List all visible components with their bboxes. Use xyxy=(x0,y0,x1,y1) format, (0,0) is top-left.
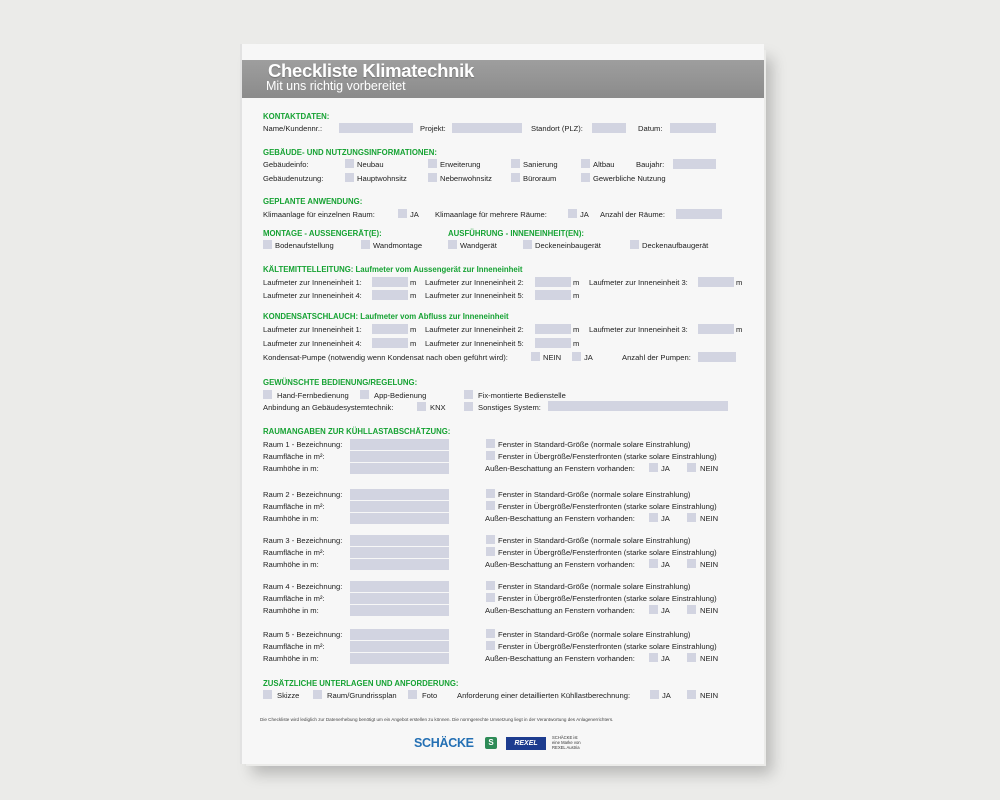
checkbox-einzelner-raum[interactable] xyxy=(398,209,407,218)
field-name[interactable] xyxy=(339,123,413,133)
label-raum-bezeichnung: Raum 5 - Bezeichnung: xyxy=(263,630,343,639)
label-beschattung-ja: JA xyxy=(661,606,670,615)
field-raumhoehe[interactable] xyxy=(350,559,449,570)
checkbox-fenster-uebergross[interactable] xyxy=(486,593,495,602)
unit-kaelte-1: m xyxy=(410,278,417,287)
label-fenster-standard: Fenster in Standard-Größe (normale solare Einstrahlung) xyxy=(498,490,691,499)
label-kaelte-3: Laufmeter zur Inneneinheit 3: xyxy=(589,278,688,287)
label-raumflaeche: Raumfläche in m²: xyxy=(263,452,325,461)
field-raumflaeche[interactable] xyxy=(350,451,449,462)
field-raum-bezeichnung[interactable] xyxy=(350,629,449,640)
field-raumflaeche[interactable] xyxy=(350,593,449,604)
label-anbindung: Anbindung an Gebäudesystemtechnik: xyxy=(263,403,394,412)
unit-kond-3: m xyxy=(736,325,743,334)
label-kuehllast-nein: NEIN xyxy=(700,691,719,700)
label-altbau: Altbau xyxy=(593,160,615,169)
label-beschattung-nein: NEIN xyxy=(700,464,719,473)
label-datum: Datum: xyxy=(638,124,663,133)
checkbox-deckenaufbau[interactable] xyxy=(630,240,639,249)
schaecke-logo: SCHÄCKE xyxy=(414,736,474,750)
checkbox-beschattung-nein[interactable] xyxy=(687,605,696,614)
label-fenster-standard: Fenster in Standard-Größe (normale solare Einstrahlung) xyxy=(498,582,691,591)
unit-kaelte-3: m xyxy=(736,278,743,287)
page-title: Checkliste Klimatechnik xyxy=(268,60,474,81)
checkbox-pumpe-ja[interactable] xyxy=(572,352,581,361)
checkbox-fenster-uebergross[interactable] xyxy=(486,547,495,556)
label-kaelte-4: Laufmeter zur Inneneinheit 4: xyxy=(263,291,362,300)
label-name: Name/Kundennr.: xyxy=(263,124,323,133)
field-standort[interactable] xyxy=(592,123,626,133)
label-beschattung-ja: JA xyxy=(661,654,670,663)
checkbox-fenster-standard[interactable] xyxy=(486,535,495,544)
label-raumhoehe: Raumhöhe in m: xyxy=(263,606,319,615)
label-fenster-standard: Fenster in Standard-Größe (normale solare Einstrahlung) xyxy=(498,536,691,545)
checkbox-fenster-standard[interactable] xyxy=(486,489,495,498)
unit-kond-1: m xyxy=(410,325,417,334)
unit-kaelte-2: m xyxy=(573,278,580,287)
label-bueroraum: Büroraum xyxy=(523,174,557,183)
label-raumflaeche: Raumfläche in m²: xyxy=(263,502,325,511)
checkbox-beschattung-ja[interactable] xyxy=(649,653,658,662)
label-skizze: Skizze xyxy=(277,691,300,700)
label-kond-2: Laufmeter zur Inneneinheit 2: xyxy=(425,325,524,334)
unit-kond-5: m xyxy=(573,339,580,348)
field-kaelte-4[interactable] xyxy=(372,290,408,300)
label-hauptwohnsitz: Hauptwohnsitz xyxy=(357,174,407,183)
field-raum-bezeichnung[interactable] xyxy=(350,581,449,592)
checkbox-beschattung-nein[interactable] xyxy=(687,559,696,568)
schaecke-logo-icon: S xyxy=(485,737,497,749)
section-bedienung: GEWÜNSCHTE BEDIENUNG/REGELUNG: xyxy=(263,378,418,387)
label-fenster-uebergross: Fenster in Übergröße/Fensterfronten (starke solare Einstrahlung) xyxy=(498,502,717,511)
label-standort: Standort (PLZ): xyxy=(531,124,583,133)
label-raumflaeche: Raumfläche in m²: xyxy=(263,594,325,603)
label-bodenaufstellung: Bodenaufstellung xyxy=(275,241,334,250)
label-raumhoehe: Raumhöhe in m: xyxy=(263,654,319,663)
footer-note: Die Checkliste wird lediglich zur Datenerhebung benötigt um ein Angebot erstellen zu können. Die normgerechte Umsetzung liegt in der Verantwortung des Anlagenerrichters. xyxy=(260,717,614,722)
checkbox-kuehllast-nein[interactable] xyxy=(687,690,696,699)
checkbox-hand-fernbedienung[interactable] xyxy=(263,390,272,399)
field-raumhoehe[interactable] xyxy=(350,513,449,524)
checkbox-deckeneinbau[interactable] xyxy=(523,240,532,249)
checkbox-wandmontage[interactable] xyxy=(361,240,370,249)
field-raum-bezeichnung[interactable] xyxy=(350,535,449,546)
checkbox-mehrere-raeume[interactable] xyxy=(568,209,577,218)
checkbox-skizze[interactable] xyxy=(263,690,272,699)
checkbox-knx[interactable] xyxy=(417,402,426,411)
label-neubau: Neubau xyxy=(357,160,384,169)
label-sonstiges: Sonstiges System: xyxy=(478,403,541,412)
label-beschattung: Außen-Beschattung an Fenstern vorhanden: xyxy=(485,560,635,569)
label-beschattung-nein: NEIN xyxy=(700,654,719,663)
label-fix-bedienstelle: Fix-montierte Bedienstelle xyxy=(478,391,566,400)
checkbox-wandgeraet[interactable] xyxy=(448,240,457,249)
brand-note xyxy=(552,735,581,750)
section-ausfuehrung: AUSFÜHRUNG - INNENEINHEIT(EN): xyxy=(448,229,585,238)
field-raumflaeche[interactable] xyxy=(350,501,449,512)
label-mehrere-raeume: Klimaanlage für mehrere Räume: xyxy=(435,210,547,219)
checkbox-fenster-uebergross[interactable] xyxy=(486,641,495,650)
label-anzahl-pumpen: Anzahl der Pumpen: xyxy=(622,353,691,362)
label-raum-bezeichnung: Raum 4 - Bezeichnung: xyxy=(263,582,343,591)
checkbox-app-bedienung[interactable] xyxy=(360,390,369,399)
checkbox-sanierung[interactable] xyxy=(511,159,520,168)
label-raumhoehe: Raumhöhe in m: xyxy=(263,560,319,569)
checkbox-hauptwohnsitz[interactable] xyxy=(345,173,354,182)
checklist-sheet xyxy=(240,44,764,764)
section-montage: MONTAGE - AUSSENGERÄT(E): xyxy=(263,229,382,238)
checkbox-fenster-uebergross[interactable] xyxy=(486,501,495,510)
checkbox-neubau[interactable] xyxy=(345,159,354,168)
checkbox-sonstiges[interactable] xyxy=(464,402,473,411)
label-kaelte-5: Laufmeter zur Inneneinheit 5: xyxy=(425,291,524,300)
brand-note-line: SCHÄCKE ist xyxy=(552,735,578,740)
label-kaelte-2: Laufmeter zur Inneneinheit 2: xyxy=(425,278,524,287)
checkbox-fenster-standard[interactable] xyxy=(486,581,495,590)
field-raumflaeche[interactable] xyxy=(350,547,449,558)
label-baujahr: Baujahr: xyxy=(636,160,665,169)
checkbox-beschattung-ja[interactable] xyxy=(649,559,658,568)
label-foto: Foto xyxy=(422,691,438,700)
section-kondensat: KONDENSATSCHLAUCH: Laufmeter vom Abfluss zur Inneneinheit xyxy=(263,312,509,321)
field-kaelte-1[interactable] xyxy=(372,277,408,287)
field-kond-5[interactable] xyxy=(535,338,571,348)
field-raumhoehe[interactable] xyxy=(350,653,449,664)
field-anzahl-raeume[interactable] xyxy=(676,209,722,219)
section-zusatz: ZUSÄTZLICHE UNTERLAGEN UND ANFORDERUNG: xyxy=(263,679,459,688)
label-app-bedienung: App-Bedienung xyxy=(374,391,427,400)
label-hand-fernbedienung: Hand-Fernbedienung xyxy=(277,391,349,400)
label-beschattung-ja: JA xyxy=(661,560,670,569)
label-kuehllast-ja: JA xyxy=(662,691,671,700)
label-gebaeudeinfo: Gebäudeinfo: xyxy=(263,160,309,169)
label-fenster-uebergross: Fenster in Übergröße/Fensterfronten (starke solare Einstrahlung) xyxy=(498,594,717,603)
checkbox-foto[interactable] xyxy=(408,690,417,699)
label-erweiterung: Erweiterung xyxy=(440,160,481,169)
brand-note-line: REXEL Austria xyxy=(552,745,580,750)
unit-kaelte-5: m xyxy=(573,291,580,300)
label-pumpe-ja: JA xyxy=(584,353,593,362)
label-kond-1: Laufmeter zur Inneneinheit 1: xyxy=(263,325,362,334)
label-gewerblich: Gewerbliche Nutzung xyxy=(593,174,666,183)
label-pumpe-nein: NEIN xyxy=(543,353,562,362)
label-wandgeraet: Wandgerät xyxy=(460,241,497,250)
unit-kaelte-4: m xyxy=(410,291,417,300)
brand-note-line: eine Marke von xyxy=(552,740,581,745)
checkbox-gewerblich[interactable] xyxy=(581,173,590,182)
section-kaeltemittel: KÄLTEMITTELLEITUNG: Laufmeter vom Aussengerät zur Inneneinheit xyxy=(263,265,523,274)
field-kaelte-3[interactable] xyxy=(698,277,734,287)
label-kond-4: Laufmeter zur Inneneinheit 4: xyxy=(263,339,362,348)
field-sonstiges-system[interactable] xyxy=(548,401,728,411)
field-kond-1[interactable] xyxy=(372,324,408,334)
label-raum-bezeichnung: Raum 2 - Bezeichnung: xyxy=(263,490,343,499)
section-raumangaben: RAUMANGABEN ZUR KÜHLLASTABSCHÄTZUNG: xyxy=(263,427,451,436)
page-subtitle: Mit uns richtig vorbereitet xyxy=(266,79,406,93)
field-raumhoehe[interactable] xyxy=(350,605,449,616)
label-raumhoehe: Raumhöhe in m: xyxy=(263,464,319,473)
unit-kond-2: m xyxy=(573,325,580,334)
label-ja-mehrere: JA xyxy=(580,210,589,219)
checkbox-nebenwohnsitz[interactable] xyxy=(428,173,437,182)
label-beschattung-ja: JA xyxy=(661,514,670,523)
label-fenster-uebergross: Fenster in Übergröße/Fensterfronten (starke solare Einstrahlung) xyxy=(498,548,717,557)
label-projekt: Projekt: xyxy=(420,124,446,133)
label-beschattung: Außen-Beschattung an Fenstern vorhanden: xyxy=(485,654,635,663)
label-wandmontage: Wandmontage xyxy=(373,241,423,250)
field-raumflaeche[interactable] xyxy=(350,641,449,652)
label-grundrissplan: Raum/Grundrissplan xyxy=(327,691,397,700)
label-beschattung: Außen-Beschattung an Fenstern vorhanden: xyxy=(485,606,635,615)
label-raumflaeche: Raumfläche in m²: xyxy=(263,548,325,557)
label-beschattung-ja: JA xyxy=(661,464,670,473)
field-anzahl-pumpen[interactable] xyxy=(698,352,736,362)
label-raum-bezeichnung: Raum 3 - Bezeichnung: xyxy=(263,536,343,545)
field-kond-2[interactable] xyxy=(535,324,571,334)
field-projekt[interactable] xyxy=(452,123,522,133)
label-beschattung-nein: NEIN xyxy=(700,606,719,615)
label-beschattung: Außen-Beschattung an Fenstern vorhanden: xyxy=(485,464,635,473)
checkbox-grundrissplan[interactable] xyxy=(313,690,322,699)
checkbox-fix-bedienstelle[interactable] xyxy=(464,390,473,399)
label-raum-bezeichnung: Raum 1 - Bezeichnung: xyxy=(263,440,343,449)
checkbox-erweiterung[interactable] xyxy=(428,159,437,168)
label-fenster-uebergross: Fenster in Übergröße/Fensterfronten (starke solare Einstrahlung) xyxy=(498,642,717,651)
label-deckenaufbau: Deckenaufbaugerät xyxy=(642,241,709,250)
label-fenster-uebergross: Fenster in Übergröße/Fensterfronten (starke solare Einstrahlung) xyxy=(498,452,717,461)
unit-kond-4: m xyxy=(410,339,417,348)
section-anwendung: GEPLANTE ANWENDUNG: xyxy=(263,197,363,206)
label-anzahl-raeume: Anzahl der Räume: xyxy=(600,210,666,219)
label-kond-5: Laufmeter zur Inneneinheit 5: xyxy=(425,339,524,348)
checkbox-pumpe-nein[interactable] xyxy=(531,352,540,361)
checkbox-fenster-standard[interactable] xyxy=(486,629,495,638)
field-baujahr[interactable] xyxy=(673,159,716,169)
section-kontaktdaten: KONTAKTDATEN: xyxy=(263,112,330,121)
label-sanierung: Sanierung xyxy=(523,160,558,169)
checkbox-altbau[interactable] xyxy=(581,159,590,168)
label-ja-einzeln: JA xyxy=(410,210,419,219)
label-kaelte-1: Laufmeter zur Inneneinheit 1: xyxy=(263,278,362,287)
field-kaelte-5[interactable] xyxy=(535,290,571,300)
label-knx: KNX xyxy=(430,403,446,412)
label-nebenwohnsitz: Nebenwohnsitz xyxy=(440,174,492,183)
label-kuehllastberechnung: Anforderung einer detaillierten Kühllastberechnung: xyxy=(457,691,631,700)
checkbox-beschattung-ja[interactable] xyxy=(649,513,658,522)
field-kond-3[interactable] xyxy=(698,324,734,334)
label-beschattung-nein: NEIN xyxy=(700,514,719,523)
label-deckeneinbau: Deckeneinbaugerät xyxy=(535,241,601,250)
field-kond-4[interactable] xyxy=(372,338,408,348)
checkbox-bueroraum[interactable] xyxy=(511,173,520,182)
label-kondensat-pumpe: Kondensat-Pumpe (notwendig wenn Kondensat nach oben geführt wird): xyxy=(263,353,508,362)
checkbox-beschattung-nein[interactable] xyxy=(687,463,696,472)
checkbox-fenster-uebergross[interactable] xyxy=(486,451,495,460)
checkbox-beschattung-ja[interactable] xyxy=(649,463,658,472)
checkbox-beschattung-ja[interactable] xyxy=(649,605,658,614)
checkbox-kuehllast-ja[interactable] xyxy=(650,690,659,699)
label-fenster-standard: Fenster in Standard-Größe (normale solare Einstrahlung) xyxy=(498,440,691,449)
rexel-logo: REXEL xyxy=(506,737,546,750)
checkbox-beschattung-nein[interactable] xyxy=(687,513,696,522)
checkbox-fenster-standard[interactable] xyxy=(486,439,495,448)
field-raum-bezeichnung[interactable] xyxy=(350,489,449,500)
label-beschattung-nein: NEIN xyxy=(700,560,719,569)
section-gebaeude: GEBÄUDE- UND NUTZUNGSINFORMATIONEN: xyxy=(263,148,437,157)
label-gebaeudenutzung: Gebäudenutzung: xyxy=(263,174,324,183)
field-kaelte-2[interactable] xyxy=(535,277,571,287)
label-raumhoehe: Raumhöhe in m: xyxy=(263,514,319,523)
field-datum[interactable] xyxy=(670,123,716,133)
label-kond-3: Laufmeter zur Inneneinheit 3: xyxy=(589,325,688,334)
checkbox-bodenaufstellung[interactable] xyxy=(263,240,272,249)
checkbox-beschattung-nein[interactable] xyxy=(687,653,696,662)
label-einzelner-raum: Klimaanlage für einzelnen Raum: xyxy=(263,210,375,219)
label-raumflaeche: Raumfläche in m²: xyxy=(263,642,325,651)
field-raumhoehe[interactable] xyxy=(350,463,449,474)
label-fenster-standard: Fenster in Standard-Größe (normale solare Einstrahlung) xyxy=(498,630,691,639)
field-raum-bezeichnung[interactable] xyxy=(350,439,449,450)
label-beschattung: Außen-Beschattung an Fenstern vorhanden: xyxy=(485,514,635,523)
